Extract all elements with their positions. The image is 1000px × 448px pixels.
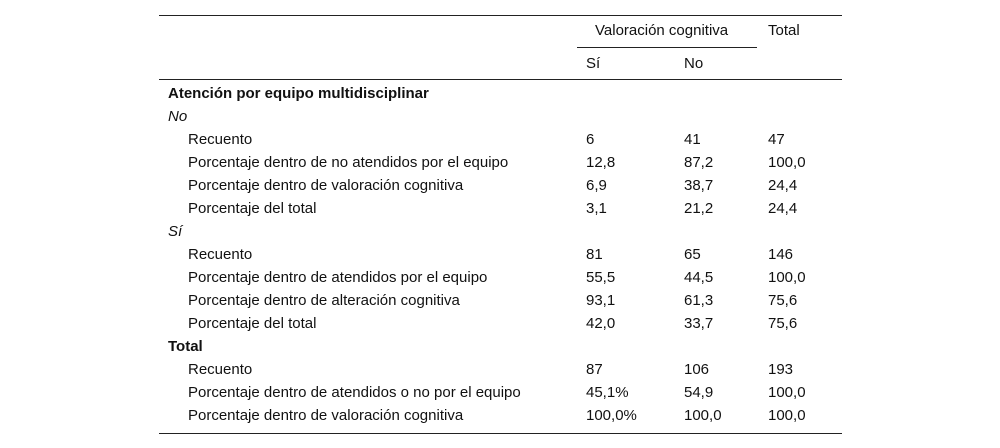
column-header-no: No	[684, 55, 704, 72]
group-label: Sí	[168, 223, 183, 240]
column-header-total: Total	[768, 22, 800, 39]
cell-no: 38,7	[684, 177, 714, 194]
cell-si: 87	[586, 361, 603, 378]
cell-total: 75,6	[768, 292, 798, 309]
cell-total: 193	[768, 361, 794, 378]
cell-total: 24,4	[768, 177, 798, 194]
cell-total: 100,0	[768, 407, 806, 424]
cell-si: 81	[586, 246, 603, 263]
cell-no: 44,5	[684, 269, 714, 286]
row-label: Recuento	[188, 131, 253, 148]
top-rule	[159, 15, 842, 16]
cell-total: 100,0	[768, 269, 806, 286]
row-label: Porcentaje dentro de no atendidos por el equipo	[188, 154, 509, 171]
cell-si: 6,9	[586, 177, 607, 194]
cell-si: 100,0%	[586, 407, 637, 424]
cell-total: 75,6	[768, 315, 798, 332]
cell-si: 12,8	[586, 154, 616, 171]
cell-si: 42,0	[586, 315, 616, 332]
cell-total: 47	[768, 131, 785, 148]
row-label: Porcentaje del total	[188, 200, 317, 217]
row-label: Recuento	[188, 246, 253, 263]
row-label: Porcentaje dentro de alteración cognitiva	[188, 292, 460, 309]
column-group-header: Valoración cognitiva	[595, 22, 729, 39]
cell-total: 24,4	[768, 200, 798, 217]
cell-no: 54,9	[684, 384, 714, 401]
section-title: Atención por equipo multidisciplinar	[168, 85, 429, 102]
row-label: Porcentaje del total	[188, 315, 317, 332]
column-header-si: Sí	[586, 55, 601, 72]
cell-no: 106	[684, 361, 710, 378]
cell-no: 41	[684, 131, 701, 148]
header-rule	[159, 79, 842, 80]
row-label: Porcentaje dentro de atendidos o no por el equipo	[188, 384, 521, 401]
cell-no: 21,2	[684, 200, 714, 217]
row-label: Recuento	[188, 361, 253, 378]
cell-no: 33,7	[684, 315, 714, 332]
cell-total: 146	[768, 246, 794, 263]
cell-no: 87,2	[684, 154, 714, 171]
cell-no: 61,3	[684, 292, 714, 309]
cell-si: 93,1	[586, 292, 616, 309]
bottom-rule	[159, 433, 842, 434]
row-label: Porcentaje dentro de valoración cognitiva	[188, 407, 464, 424]
group-label: No	[168, 108, 188, 125]
row-label: Porcentaje dentro de valoración cognitiva	[188, 177, 464, 194]
cell-no: 65	[684, 246, 701, 263]
group-header-rule	[577, 47, 757, 48]
cell-total: 100,0	[768, 384, 806, 401]
section-title: Total	[168, 338, 203, 355]
row-label: Porcentaje dentro de atendidos por el equipo	[188, 269, 488, 286]
cell-si: 3,1	[586, 200, 607, 217]
cell-si: 6	[586, 131, 595, 148]
cell-si: 45,1%	[586, 384, 629, 401]
cell-total: 100,0	[768, 154, 806, 171]
cell-si: 55,5	[586, 269, 616, 286]
cell-no: 100,0	[684, 407, 722, 424]
